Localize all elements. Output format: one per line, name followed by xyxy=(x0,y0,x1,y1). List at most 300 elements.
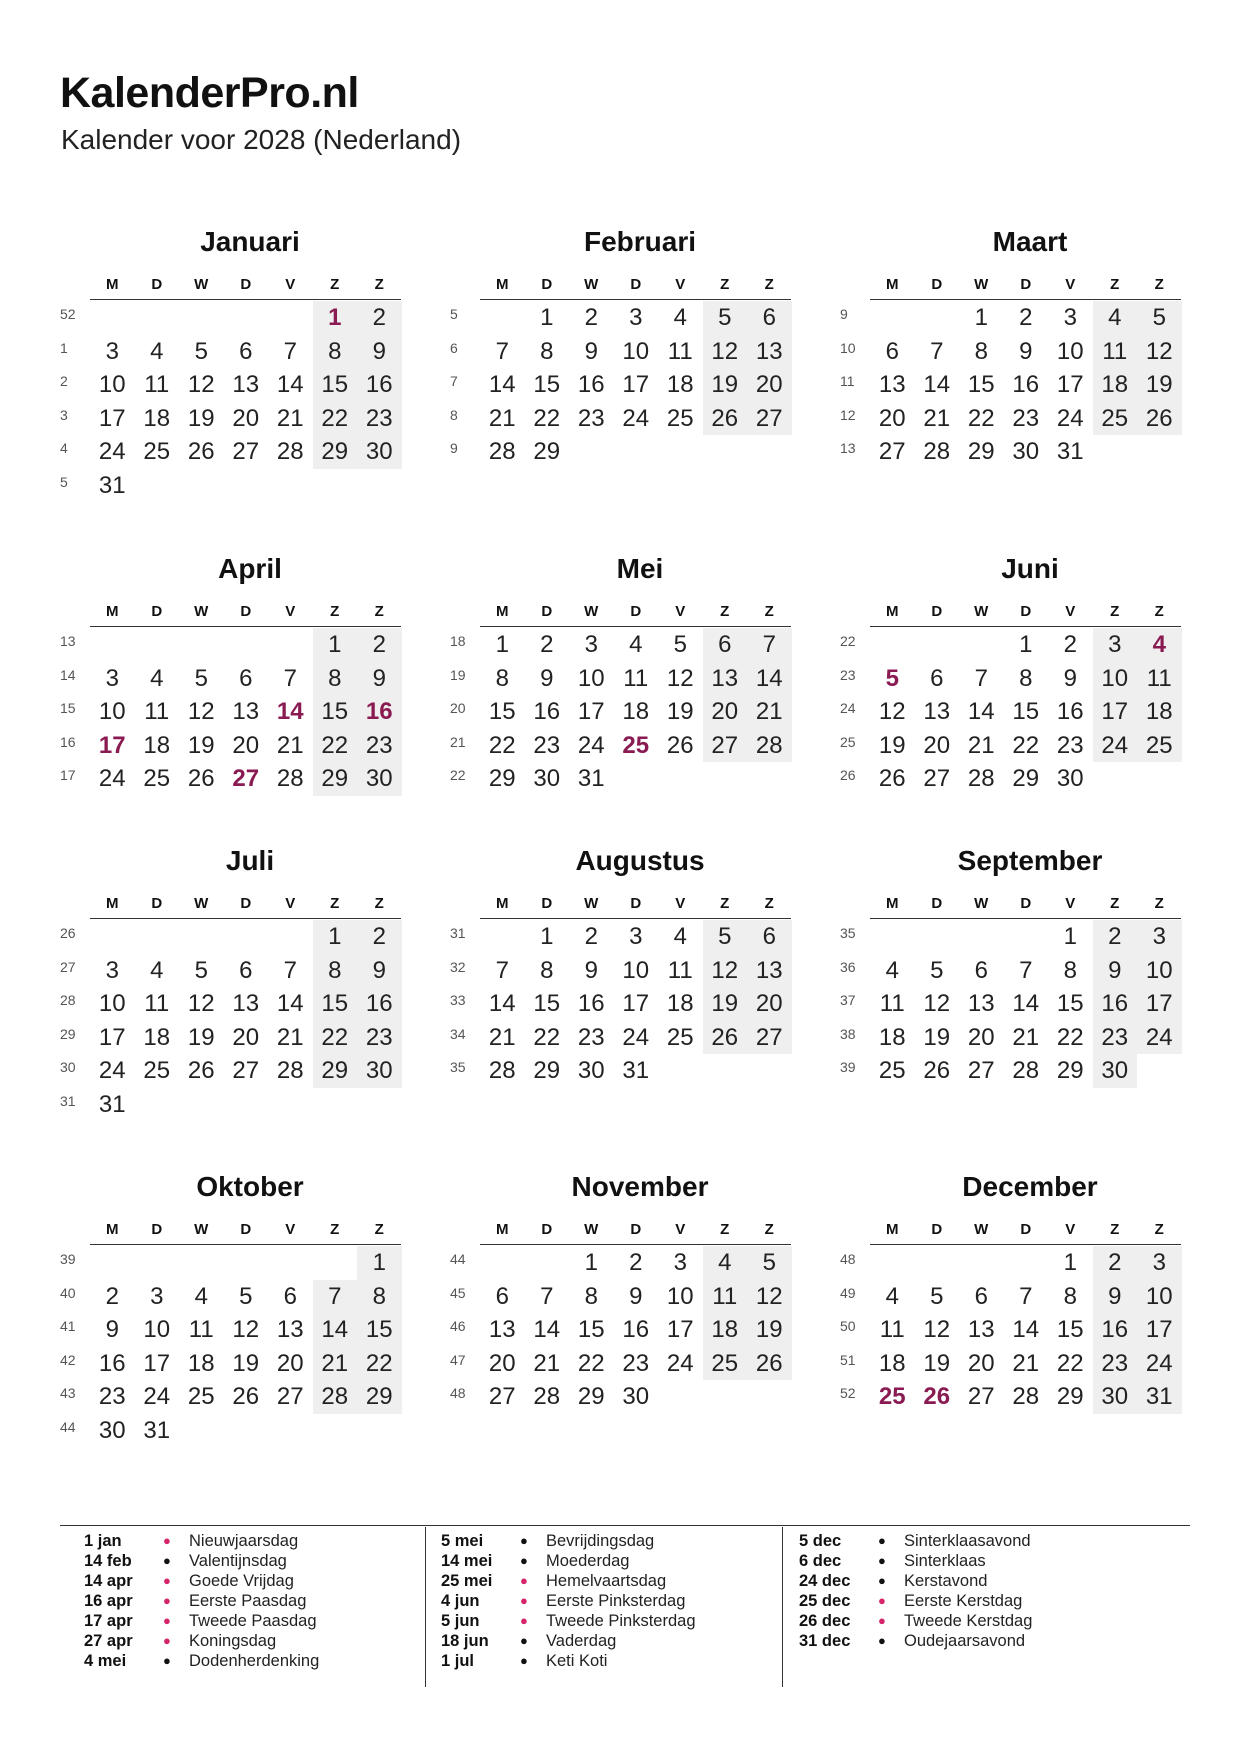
day-cell[interactable]: 6 xyxy=(703,628,748,662)
day-cell[interactable]: 25 xyxy=(878,1057,906,1084)
day-cell[interactable]: 24 xyxy=(143,1383,171,1410)
day-cell[interactable]: 6 xyxy=(974,1282,988,1310)
day-cell[interactable]: 21 xyxy=(488,404,516,432)
day-cell[interactable]: 23 xyxy=(533,731,561,759)
day-cell[interactable]: 19 xyxy=(703,987,748,1021)
holiday-day-cell[interactable]: 17 xyxy=(98,731,126,759)
day-cell[interactable]: 13 xyxy=(703,662,748,696)
day-cell[interactable]: 26 xyxy=(703,1021,748,1055)
day-cell[interactable]: 14 xyxy=(1012,990,1040,1017)
day-cell[interactable]: 18 xyxy=(143,1023,171,1051)
day-cell[interactable]: 4 xyxy=(150,956,164,984)
day-cell[interactable]: 19 xyxy=(878,731,906,759)
day-cell[interactable]: 28 xyxy=(747,729,792,763)
day-cell[interactable]: 8 xyxy=(313,662,358,696)
day-cell[interactable]: 5 xyxy=(1137,301,1182,335)
day-cell[interactable]: 27 xyxy=(923,765,951,792)
day-cell[interactable]: 24 xyxy=(98,1057,126,1084)
day-cell[interactable]: 4 xyxy=(673,923,687,950)
day-cell[interactable]: 11 xyxy=(1137,662,1182,696)
day-cell[interactable]: 15 xyxy=(313,695,358,729)
day-cell[interactable]: 1 xyxy=(540,923,554,950)
day-cell[interactable]: 23 xyxy=(622,1349,650,1377)
day-cell[interactable]: 25 xyxy=(143,1057,171,1084)
day-cell[interactable]: 13 xyxy=(276,1316,304,1343)
day-cell[interactable]: 11 xyxy=(667,956,693,984)
day-cell[interactable]: 8 xyxy=(495,664,509,692)
day-cell[interactable]: 13 xyxy=(747,335,792,369)
day-cell[interactable]: 22 xyxy=(313,729,358,763)
day-cell[interactable]: 14 xyxy=(488,371,516,398)
day-cell[interactable]: 28 xyxy=(923,438,951,465)
day-cell[interactable]: 20 xyxy=(703,695,748,729)
day-cell[interactable]: 21 xyxy=(1012,1349,1040,1377)
day-cell[interactable]: 31 xyxy=(1056,438,1084,465)
day-cell[interactable]: 21 xyxy=(923,404,951,432)
day-cell[interactable]: 31 xyxy=(577,765,605,792)
day-cell[interactable]: 21 xyxy=(533,1349,561,1377)
day-cell[interactable]: 11 xyxy=(1093,335,1138,369)
day-cell[interactable]: 2 xyxy=(1093,920,1138,954)
day-cell[interactable]: 8 xyxy=(540,337,554,365)
day-cell[interactable]: 19 xyxy=(232,1349,260,1377)
day-cell[interactable]: 8 xyxy=(1063,1282,1077,1310)
day-cell[interactable]: 26 xyxy=(1137,402,1182,436)
day-cell[interactable]: 7 xyxy=(1019,1282,1033,1310)
day-cell[interactable]: 11 xyxy=(144,371,170,398)
day-cell[interactable]: 28 xyxy=(488,1057,516,1084)
day-cell[interactable]: 20 xyxy=(232,1023,260,1051)
day-cell[interactable]: 21 xyxy=(276,731,304,759)
day-cell[interactable]: 9 xyxy=(1019,337,1033,365)
day-cell[interactable]: 17 xyxy=(666,1316,694,1343)
day-cell[interactable]: 13 xyxy=(488,1316,516,1343)
day-cell[interactable]: 23 xyxy=(357,402,402,436)
day-cell[interactable]: 26 xyxy=(878,765,906,792)
day-cell[interactable]: 25 xyxy=(143,438,171,465)
day-cell[interactable]: 6 xyxy=(930,664,944,692)
day-cell[interactable]: 2 xyxy=(629,1249,643,1276)
day-cell[interactable]: 12 xyxy=(232,1316,260,1343)
day-cell[interactable]: 24 xyxy=(1093,729,1138,763)
day-cell[interactable]: 19 xyxy=(923,1023,951,1051)
day-cell[interactable]: 3 xyxy=(629,923,643,950)
day-cell[interactable]: 3 xyxy=(673,1249,687,1276)
day-cell[interactable]: 18 xyxy=(878,1349,906,1377)
day-cell[interactable]: 2 xyxy=(357,628,402,662)
day-cell[interactable]: 10 xyxy=(98,371,126,398)
day-cell[interactable]: 12 xyxy=(923,1316,951,1343)
day-cell[interactable]: 25 xyxy=(187,1383,215,1410)
day-cell[interactable]: 3 xyxy=(105,664,119,692)
day-cell[interactable]: 15 xyxy=(533,990,561,1017)
day-cell[interactable]: 25 xyxy=(703,1347,748,1381)
day-cell[interactable]: 16 xyxy=(357,368,402,402)
holiday-day-cell[interactable]: 4 xyxy=(1137,628,1182,662)
day-cell[interactable]: 30 xyxy=(533,765,561,792)
day-cell[interactable]: 29 xyxy=(533,438,561,465)
day-cell[interactable]: 2 xyxy=(1093,1246,1138,1280)
day-cell[interactable]: 1 xyxy=(1063,1249,1077,1276)
holiday-day-cell[interactable]: 16 xyxy=(357,695,402,729)
day-cell[interactable]: 18 xyxy=(666,371,694,398)
day-cell[interactable]: 22 xyxy=(1012,731,1040,759)
day-cell[interactable]: 6 xyxy=(747,301,792,335)
day-cell[interactable]: 15 xyxy=(967,371,995,398)
day-cell[interactable]: 11 xyxy=(188,1316,214,1343)
day-cell[interactable]: 9 xyxy=(1063,664,1077,692)
day-cell[interactable]: 5 xyxy=(239,1282,253,1310)
day-cell[interactable]: 9 xyxy=(357,662,402,696)
day-cell[interactable]: 12 xyxy=(923,990,951,1017)
day-cell[interactable]: 22 xyxy=(533,404,561,432)
day-cell[interactable]: 4 xyxy=(673,304,687,331)
day-cell[interactable]: 11 xyxy=(144,990,170,1017)
day-cell[interactable]: 27 xyxy=(276,1383,304,1410)
day-cell[interactable]: 26 xyxy=(923,1057,951,1084)
day-cell[interactable]: 2 xyxy=(357,301,402,335)
day-cell[interactable]: 15 xyxy=(488,698,516,725)
day-cell[interactable]: 10 xyxy=(143,1316,171,1343)
day-cell[interactable]: 26 xyxy=(703,402,748,436)
day-cell[interactable]: 30 xyxy=(357,1054,402,1088)
day-cell[interactable]: 7 xyxy=(540,1282,554,1310)
day-cell[interactable]: 21 xyxy=(747,695,792,729)
day-cell[interactable]: 5 xyxy=(930,1282,944,1310)
day-cell[interactable]: 11 xyxy=(879,990,905,1017)
day-cell[interactable]: 15 xyxy=(313,368,358,402)
day-cell[interactable]: 29 xyxy=(313,435,358,469)
day-cell[interactable]: 12 xyxy=(747,1280,792,1314)
day-cell[interactable]: 3 xyxy=(1137,1246,1182,1280)
day-cell[interactable]: 24 xyxy=(1056,404,1084,432)
day-cell[interactable]: 1 xyxy=(357,1246,402,1280)
day-cell[interactable]: 18 xyxy=(143,404,171,432)
day-cell[interactable]: 24 xyxy=(577,731,605,759)
day-cell[interactable]: 10 xyxy=(622,956,650,984)
day-cell[interactable]: 9 xyxy=(629,1282,643,1310)
day-cell[interactable]: 22 xyxy=(533,1023,561,1051)
day-cell[interactable]: 10 xyxy=(666,1282,694,1310)
day-cell[interactable]: 16 xyxy=(357,987,402,1021)
day-cell[interactable]: 27 xyxy=(747,1021,792,1055)
day-cell[interactable]: 7 xyxy=(495,956,509,984)
day-cell[interactable]: 29 xyxy=(533,1057,561,1084)
day-cell[interactable]: 25 xyxy=(1137,729,1182,763)
holiday-day-cell[interactable]: 27 xyxy=(232,765,260,792)
day-cell[interactable]: 12 xyxy=(703,954,748,988)
day-cell[interactable]: 26 xyxy=(187,765,215,792)
day-cell[interactable]: 5 xyxy=(703,920,748,954)
day-cell[interactable]: 9 xyxy=(357,954,402,988)
day-cell[interactable]: 20 xyxy=(967,1349,995,1377)
day-cell[interactable]: 22 xyxy=(488,731,516,759)
day-cell[interactable]: 29 xyxy=(967,438,995,465)
day-cell[interactable]: 9 xyxy=(105,1316,119,1343)
day-cell[interactable]: 7 xyxy=(283,337,297,365)
day-cell[interactable]: 8 xyxy=(1019,664,1033,692)
day-cell[interactable]: 24 xyxy=(98,438,126,465)
day-cell[interactable]: 7 xyxy=(747,628,792,662)
day-cell[interactable]: 29 xyxy=(1012,765,1040,792)
day-cell[interactable]: 5 xyxy=(703,301,748,335)
day-cell[interactable]: 26 xyxy=(747,1347,792,1381)
day-cell[interactable]: 11 xyxy=(623,664,649,692)
day-cell[interactable]: 28 xyxy=(313,1380,358,1414)
day-cell[interactable]: 17 xyxy=(622,371,650,398)
day-cell[interactable]: 7 xyxy=(283,956,297,984)
day-cell[interactable]: 14 xyxy=(276,371,304,398)
day-cell[interactable]: 5 xyxy=(930,956,944,984)
day-cell[interactable]: 8 xyxy=(584,1282,598,1310)
day-cell[interactable]: 20 xyxy=(232,404,260,432)
day-cell[interactable]: 6 xyxy=(239,956,253,984)
day-cell[interactable]: 29 xyxy=(313,1054,358,1088)
day-cell[interactable]: 23 xyxy=(1093,1347,1138,1381)
day-cell[interactable]: 1 xyxy=(974,304,988,331)
day-cell[interactable]: 17 xyxy=(577,698,605,725)
day-cell[interactable]: 17 xyxy=(622,990,650,1017)
day-cell[interactable]: 27 xyxy=(967,1057,995,1084)
day-cell[interactable]: 14 xyxy=(747,662,792,696)
day-cell[interactable]: 25 xyxy=(143,765,171,792)
day-cell[interactable]: 16 xyxy=(1012,371,1040,398)
day-cell[interactable]: 16 xyxy=(1093,1313,1138,1347)
day-cell[interactable]: 7 xyxy=(930,337,944,365)
day-cell[interactable]: 21 xyxy=(276,1023,304,1051)
day-cell[interactable]: 3 xyxy=(629,304,643,331)
day-cell[interactable]: 3 xyxy=(1063,304,1077,331)
day-cell[interactable]: 27 xyxy=(703,729,748,763)
day-cell[interactable]: 19 xyxy=(1137,368,1182,402)
day-cell[interactable]: 24 xyxy=(98,765,126,792)
day-cell[interactable]: 21 xyxy=(276,404,304,432)
day-cell[interactable]: 5 xyxy=(194,337,208,365)
day-cell[interactable]: 26 xyxy=(232,1383,260,1410)
day-cell[interactable]: 15 xyxy=(1056,990,1084,1017)
day-cell[interactable]: 3 xyxy=(1137,920,1182,954)
day-cell[interactable]: 2 xyxy=(1063,631,1077,658)
day-cell[interactable]: 9 xyxy=(1093,1280,1138,1314)
day-cell[interactable]: 30 xyxy=(1056,765,1084,792)
day-cell[interactable]: 23 xyxy=(357,1021,402,1055)
day-cell[interactable]: 15 xyxy=(577,1316,605,1343)
day-cell[interactable]: 13 xyxy=(232,990,260,1017)
day-cell[interactable]: 30 xyxy=(622,1383,650,1410)
day-cell[interactable]: 27 xyxy=(232,438,260,465)
day-cell[interactable]: 4 xyxy=(150,664,164,692)
day-cell[interactable]: 6 xyxy=(495,1282,509,1310)
day-cell[interactable]: 10 xyxy=(622,337,650,365)
day-cell[interactable]: 28 xyxy=(967,765,995,792)
day-cell[interactable]: 19 xyxy=(747,1313,792,1347)
day-cell[interactable]: 27 xyxy=(232,1057,260,1084)
day-cell[interactable]: 12 xyxy=(666,664,694,692)
day-cell[interactable]: 28 xyxy=(533,1383,561,1410)
day-cell[interactable]: 19 xyxy=(923,1349,951,1377)
day-cell[interactable]: 20 xyxy=(488,1349,516,1377)
day-cell[interactable]: 14 xyxy=(923,371,951,398)
day-cell[interactable]: 18 xyxy=(666,990,694,1017)
holiday-day-cell[interactable]: 5 xyxy=(885,664,899,692)
day-cell[interactable]: 31 xyxy=(143,1416,171,1444)
day-cell[interactable]: 19 xyxy=(703,368,748,402)
day-cell[interactable]: 7 xyxy=(313,1280,358,1314)
day-cell[interactable]: 3 xyxy=(150,1282,164,1310)
day-cell[interactable]: 27 xyxy=(878,438,906,465)
day-cell[interactable]: 20 xyxy=(878,404,906,432)
day-cell[interactable]: 13 xyxy=(878,371,906,398)
day-cell[interactable]: 29 xyxy=(577,1383,605,1410)
day-cell[interactable]: 20 xyxy=(232,731,260,759)
day-cell[interactable]: 23 xyxy=(357,729,402,763)
day-cell[interactable]: 22 xyxy=(1056,1023,1084,1051)
day-cell[interactable]: 16 xyxy=(577,371,605,398)
day-cell[interactable]: 4 xyxy=(194,1282,208,1310)
day-cell[interactable]: 12 xyxy=(878,698,906,725)
day-cell[interactable]: 10 xyxy=(98,698,126,725)
day-cell[interactable]: 6 xyxy=(885,337,899,365)
day-cell[interactable]: 27 xyxy=(488,1383,516,1410)
day-cell[interactable]: 21 xyxy=(313,1347,358,1381)
holiday-day-cell[interactable]: 26 xyxy=(923,1383,951,1410)
day-cell[interactable]: 29 xyxy=(313,762,358,796)
day-cell[interactable]: 16 xyxy=(1056,698,1084,725)
day-cell[interactable]: 19 xyxy=(666,698,694,725)
day-cell[interactable]: 6 xyxy=(974,956,988,984)
day-cell[interactable]: 17 xyxy=(98,404,126,432)
day-cell[interactable]: 14 xyxy=(488,990,516,1017)
day-cell[interactable]: 30 xyxy=(1093,1054,1138,1088)
day-cell[interactable]: 5 xyxy=(747,1246,792,1280)
day-cell[interactable]: 9 xyxy=(357,335,402,369)
day-cell[interactable]: 4 xyxy=(1093,301,1138,335)
day-cell[interactable]: 26 xyxy=(187,1057,215,1084)
day-cell[interactable]: 29 xyxy=(357,1380,402,1414)
day-cell[interactable]: 2 xyxy=(584,304,598,331)
day-cell[interactable]: 2 xyxy=(357,920,402,954)
day-cell[interactable]: 6 xyxy=(239,337,253,365)
day-cell[interactable]: 26 xyxy=(187,438,215,465)
day-cell[interactable]: 7 xyxy=(1019,956,1033,984)
day-cell[interactable]: 21 xyxy=(1012,1023,1040,1051)
day-cell[interactable]: 16 xyxy=(622,1316,650,1343)
day-cell[interactable]: 12 xyxy=(187,371,215,398)
day-cell[interactable]: 24 xyxy=(666,1349,694,1377)
day-cell[interactable]: 23 xyxy=(98,1383,126,1410)
day-cell[interactable]: 10 xyxy=(98,990,126,1017)
day-cell[interactable]: 8 xyxy=(313,954,358,988)
day-cell[interactable]: 18 xyxy=(1137,695,1182,729)
day-cell[interactable]: 10 xyxy=(1093,662,1138,696)
day-cell[interactable]: 11 xyxy=(879,1316,905,1343)
day-cell[interactable]: 3 xyxy=(105,337,119,365)
day-cell[interactable]: 15 xyxy=(1012,698,1040,725)
day-cell[interactable]: 17 xyxy=(1093,695,1138,729)
day-cell[interactable]: 22 xyxy=(1056,1349,1084,1377)
day-cell[interactable]: 23 xyxy=(1012,404,1040,432)
day-cell[interactable]: 4 xyxy=(703,1246,748,1280)
day-cell[interactable]: 1 xyxy=(313,628,358,662)
day-cell[interactable]: 18 xyxy=(703,1313,748,1347)
day-cell[interactable]: 22 xyxy=(967,404,995,432)
day-cell[interactable]: 24 xyxy=(1137,1021,1182,1055)
day-cell[interactable]: 18 xyxy=(878,1023,906,1051)
day-cell[interactable]: 25 xyxy=(1093,402,1138,436)
day-cell[interactable]: 9 xyxy=(1093,954,1138,988)
day-cell[interactable]: 13 xyxy=(747,954,792,988)
day-cell[interactable]: 3 xyxy=(584,631,598,658)
day-cell[interactable]: 28 xyxy=(276,765,304,792)
day-cell[interactable]: 12 xyxy=(187,990,215,1017)
day-cell[interactable]: 23 xyxy=(577,1023,605,1051)
day-cell[interactable]: 7 xyxy=(974,664,988,692)
day-cell[interactable]: 13 xyxy=(923,698,951,725)
day-cell[interactable]: 4 xyxy=(885,1282,899,1310)
day-cell[interactable]: 29 xyxy=(1056,1057,1084,1084)
day-cell[interactable]: 8 xyxy=(540,956,554,984)
day-cell[interactable]: 18 xyxy=(1093,368,1138,402)
day-cell[interactable]: 20 xyxy=(967,1023,995,1051)
day-cell[interactable]: 20 xyxy=(747,368,792,402)
day-cell[interactable]: 2 xyxy=(540,631,554,658)
day-cell[interactable]: 30 xyxy=(357,762,402,796)
day-cell[interactable]: 28 xyxy=(276,438,304,465)
day-cell[interactable]: 22 xyxy=(313,1021,358,1055)
day-cell[interactable]: 16 xyxy=(577,990,605,1017)
day-cell[interactable]: 15 xyxy=(1056,1316,1084,1343)
day-cell[interactable]: 2 xyxy=(1019,304,1033,331)
day-cell[interactable]: 11 xyxy=(144,698,170,725)
day-cell[interactable]: 9 xyxy=(584,956,598,984)
day-cell[interactable]: 30 xyxy=(98,1416,126,1444)
day-cell[interactable]: 20 xyxy=(923,731,951,759)
day-cell[interactable]: 1 xyxy=(584,1249,598,1276)
day-cell[interactable]: 1 xyxy=(1063,923,1077,950)
day-cell[interactable]: 23 xyxy=(577,404,605,432)
day-cell[interactable]: 12 xyxy=(703,335,748,369)
day-cell[interactable]: 22 xyxy=(577,1349,605,1377)
day-cell[interactable]: 8 xyxy=(1063,956,1077,984)
day-cell[interactable]: 29 xyxy=(488,765,516,792)
day-cell[interactable]: 23 xyxy=(1093,1021,1138,1055)
day-cell[interactable]: 22 xyxy=(357,1347,402,1381)
day-cell[interactable]: 13 xyxy=(967,990,995,1017)
day-cell[interactable]: 10 xyxy=(1137,954,1182,988)
day-cell[interactable]: 11 xyxy=(703,1280,748,1314)
day-cell[interactable]: 24 xyxy=(1137,1347,1182,1381)
day-cell[interactable]: 28 xyxy=(1012,1383,1040,1410)
day-cell[interactable]: 3 xyxy=(1093,628,1138,662)
day-cell[interactable]: 13 xyxy=(967,1316,995,1343)
day-cell[interactable]: 25 xyxy=(666,1023,694,1051)
day-cell[interactable]: 16 xyxy=(533,698,561,725)
day-cell[interactable]: 18 xyxy=(622,698,650,725)
day-cell[interactable]: 23 xyxy=(1056,731,1084,759)
day-cell[interactable]: 17 xyxy=(1137,1313,1182,1347)
day-cell[interactable]: 31 xyxy=(1137,1380,1182,1414)
day-cell[interactable]: 12 xyxy=(1137,335,1182,369)
day-cell[interactable]: 18 xyxy=(187,1349,215,1377)
day-cell[interactable]: 22 xyxy=(313,402,358,436)
holiday-day-cell[interactable]: 14 xyxy=(276,698,304,725)
day-cell[interactable]: 6 xyxy=(239,664,253,692)
day-cell[interactable]: 24 xyxy=(622,404,650,432)
day-cell[interactable]: 14 xyxy=(276,990,304,1017)
day-cell[interactable]: 24 xyxy=(622,1023,650,1051)
day-cell[interactable]: 21 xyxy=(488,1023,516,1051)
day-cell[interactable]: 5 xyxy=(194,664,208,692)
